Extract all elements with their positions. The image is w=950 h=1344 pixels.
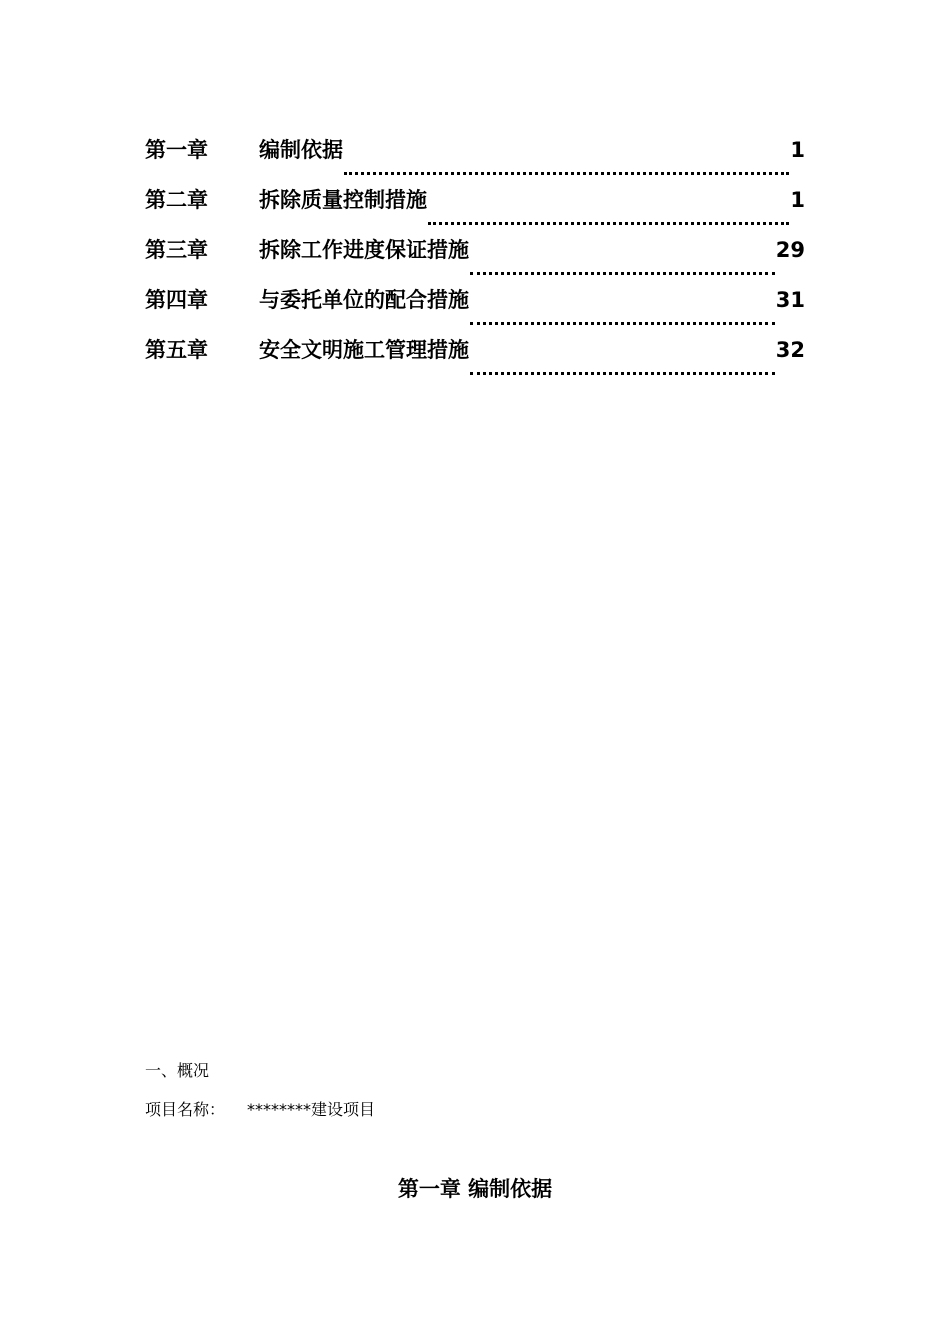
chapter-heading: 第一章 编制依据 [397, 1177, 553, 1201]
project-name-line [145, 1097, 375, 1119]
toc-leader-dots [470, 272, 775, 275]
toc-title: 编制依据 [259, 138, 343, 162]
table-of-contents [145, 134, 805, 384]
toc-chapter-number: 第一章 [145, 138, 208, 162]
toc-page-number: 1 [790, 188, 805, 212]
overview-section [145, 1058, 375, 1136]
toc-chapter-number: 第四章 [145, 288, 208, 312]
toc-page-number: 29 [775, 238, 805, 262]
toc-chapter-number: 第二章 [145, 188, 208, 212]
toc-entry[interactable] [145, 234, 805, 284]
toc-page-number: 1 [790, 138, 805, 162]
toc-leader-dots [428, 222, 789, 225]
toc-page-number: 32 [775, 338, 805, 362]
project-name-value: ********建设项目 [247, 1100, 376, 1119]
toc-title: 拆除工作进度保证措施 [259, 238, 469, 262]
toc-entry[interactable] [145, 334, 805, 384]
toc-leader-dots [470, 372, 775, 375]
toc-chapter-number: 第五章 [145, 338, 208, 362]
toc-page-number: 31 [775, 288, 805, 312]
toc-entry[interactable] [145, 184, 805, 234]
toc-title: 拆除质量控制措施 [259, 188, 427, 212]
toc-chapter-number: 第三章 [145, 238, 208, 262]
toc-entry[interactable] [145, 284, 805, 334]
toc-leader-dots [470, 322, 775, 325]
toc-leader-dots [344, 172, 789, 175]
toc-entry[interactable] [145, 134, 805, 184]
toc-title: 与委托单位的配合措施 [259, 288, 469, 312]
toc-title: 安全文明施工管理措施 [259, 338, 469, 362]
project-name-label: 项目名称： [145, 1100, 226, 1119]
overview-heading: 一、概况 [145, 1061, 210, 1080]
